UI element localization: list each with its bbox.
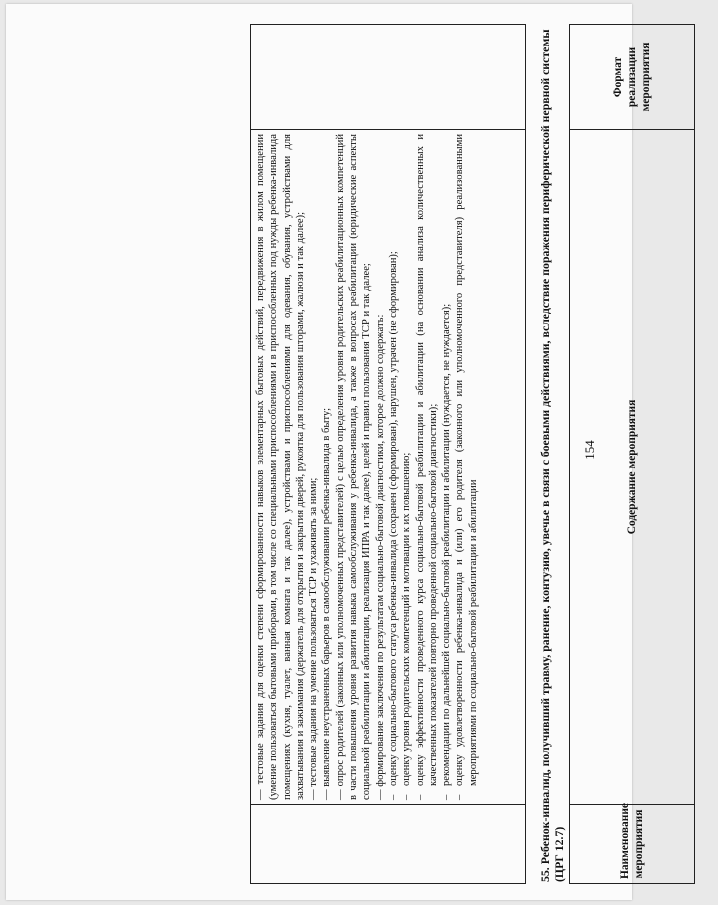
list-subitem: – оценку уровня родительских компетенций и мотивации к их повышению; [400,134,413,800]
page-number: 154 [581,440,597,460]
table-header-row [570,25,695,884]
column-header-content: Содержание мероприятия [570,130,695,805]
activity-name-cell [251,805,526,884]
rotated-content [250,24,718,884]
section-heading: 55. Ребенок-инвалид, получивший травму, ранение, контузию, увечье в связи с боевыми действиями, вследствие поражения периферической нервной системы (ЦРГ 12.7) [538,29,566,882]
column-header-format: Формат реализации мероприятия [570,25,695,130]
list-item: — выявление неустраненных барьеров в самообслуживании ребенка-инвалида в быту; [321,407,333,800]
activities-table-header [569,24,695,884]
table-row [251,25,526,884]
list-item: — опрос родителей (законных или уполномоченных представителей) с целью определения уровня родительских реабилитационных компетенций в части повышения уровня развития навыка самообслуживания у ребенка-инвалида, а также в вопросах реабилитации (юридические аспекты социальной реабилитации и абилитации, реализация ИПРА и так далее), целей и правил пользования ТСР и так далее; [334,134,373,800]
activities-table-continued [250,24,526,884]
activity-content-cell [251,130,526,805]
activity-format-cell [251,25,526,130]
list-subitem: – оценку удовлетворенности ребенка-инвалида и (или) его родителя (законного или уполномоченного представителя) реализованными мероприятиями по социально-бытовой реабилитации и абилитации [453,134,480,800]
list-subitem: – оценку эффективности проведенного курса социально-бытовой реабилитации и абилитации (на основании анализа количественных и качественных показателей повторно проведенной социально-бытовой диагностики); [414,134,441,800]
document-page [6,4,652,900]
list-subitem: – оценку социально-бытового статуса ребенка-инвалида (сохранен (сформирован), нарушен, утрачен (не сформирован); [387,134,400,800]
column-header-name: Наименование мероприятия [570,805,695,884]
list-item: — тестовые задания на умение пользоваться ТСР и ухаживать за ними; [308,477,320,800]
list-item: — тестовые задания для оценки степени сформированности навыков элементарных бытовых действий, передвижения в жилом помещении (умение пользоваться бытовыми приборами, в том числе со специальными приспособлениями и в приспособленных под нужды ребенка-инвалида помещениях (кухня, туалет, ванная комната и так далее), устройствами и приспособлениями для одевания, обувания, устройствами для захватывания и зажимания (держатель для открытия и закрытия дверей, рукоятка для пользования шторами, жалюзи и так далее); [255,134,306,800]
list-subitem: – рекомендации по дальнейшей социально-бытовой реабилитации и абилитации (нуждается, не нуждается); [440,134,453,800]
list-item: — формирование заключения по результатам социально-бытовой диагностики, которое должно содержать: [374,314,386,800]
